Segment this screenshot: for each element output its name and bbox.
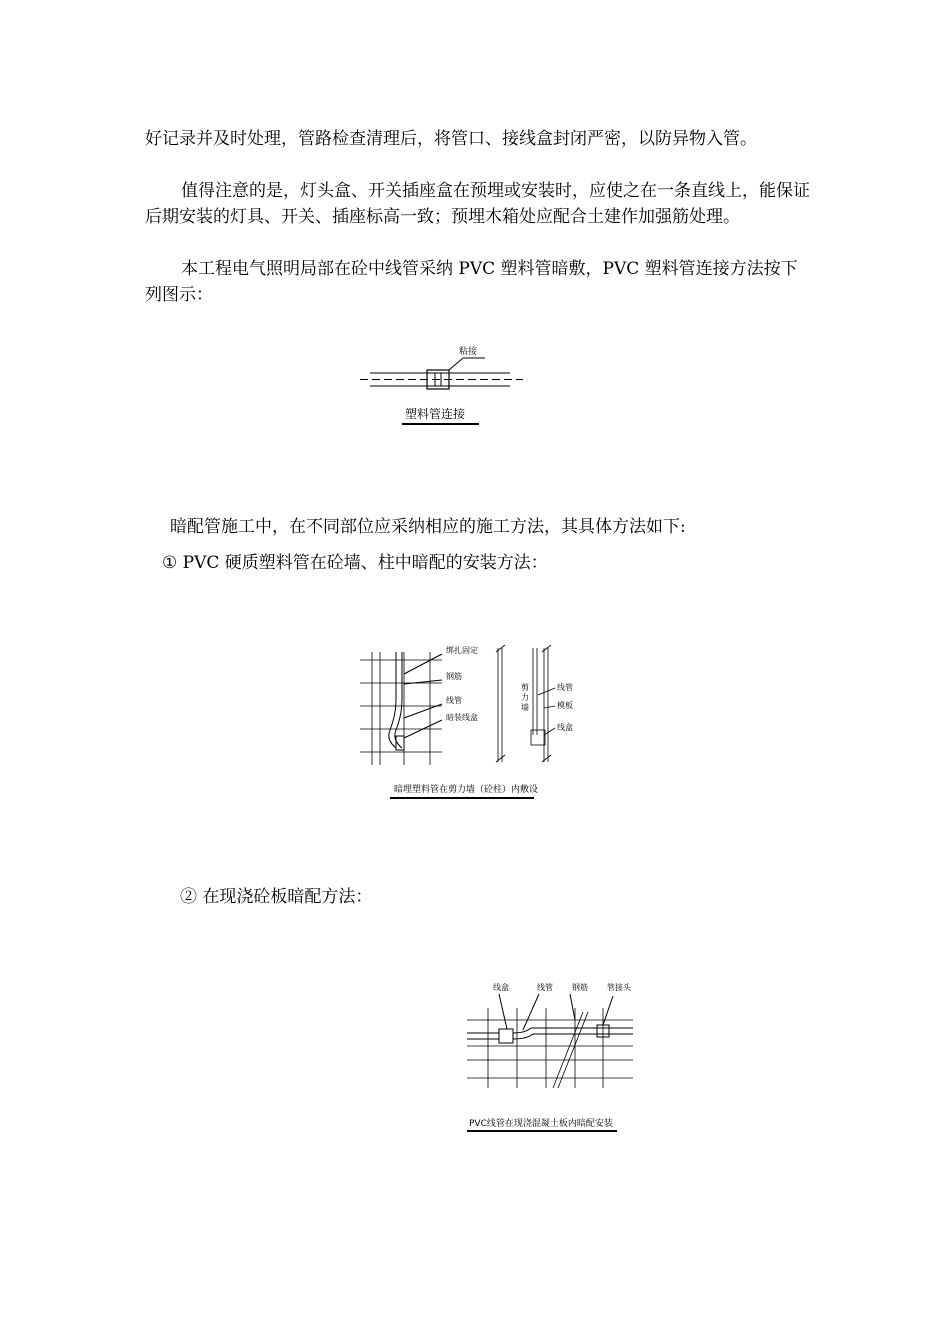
label-joint: 管接头	[607, 983, 631, 992]
label-rebar: 钢筋	[572, 983, 588, 992]
label-glue: 粘接	[459, 347, 478, 357]
label-box-right: 线盒	[557, 723, 573, 732]
label-box: 暗装线盒	[446, 713, 478, 722]
label-wall: 剪力墙	[521, 683, 529, 712]
pipe-drawing	[360, 358, 523, 389]
label-formwork: 模板	[557, 701, 573, 710]
conduit-left	[389, 652, 442, 750]
rebar-grid-slab	[467, 1008, 633, 1088]
label-rebar: 钢筋	[446, 672, 462, 681]
figure-wall-pipe	[360, 640, 590, 810]
label-pipe: 线管	[446, 696, 462, 705]
paragraph-3: 本工程电气照明局部在砼中线管采纳 PVC 塑料管暗敷，PVC 塑料管连接方法按下列图示：	[145, 259, 798, 305]
paragraph-6: ② 在现浇砼板暗配方法：	[180, 887, 373, 907]
label-tie: 绑扎固定	[446, 646, 478, 655]
figure-caption: 塑料管连接	[405, 407, 466, 421]
figure-pipe-joint	[355, 340, 535, 435]
figure-caption: 暗埋塑料管在剪力墙（砼柱）内敷设	[394, 785, 539, 795]
paragraph-2: 值得注意的是，灯头盒、开关插座盒在预埋或安装时，应使之在一条直线上，能保证后期安装的灯具、开关、插座标高一致；预埋木箱处应配合土建作加强筋处理。	[145, 181, 810, 227]
figure-slab-pipe	[465, 978, 640, 1138]
paragraph-5: ① PVC 硬质塑料管在砼墙、柱中暗配的安装方法：	[162, 553, 548, 573]
label-pipe-right: 线管	[557, 683, 573, 692]
figure-caption: PVC线管在现浇混凝土板内暗配安装	[469, 1119, 613, 1129]
conduit-slab	[467, 994, 633, 1043]
paragraph-1: 好记录并及时处理，管路检查清理后，将管口、接线盒封闭严密，以防异物入管。	[145, 129, 757, 149]
label-pipe: 线管	[537, 983, 553, 992]
label-box: 线盒	[493, 983, 509, 992]
paragraph-4: 暗配管施工中，在不同部位应采纳相应的施工方法，其具体方法如下:	[170, 517, 686, 537]
